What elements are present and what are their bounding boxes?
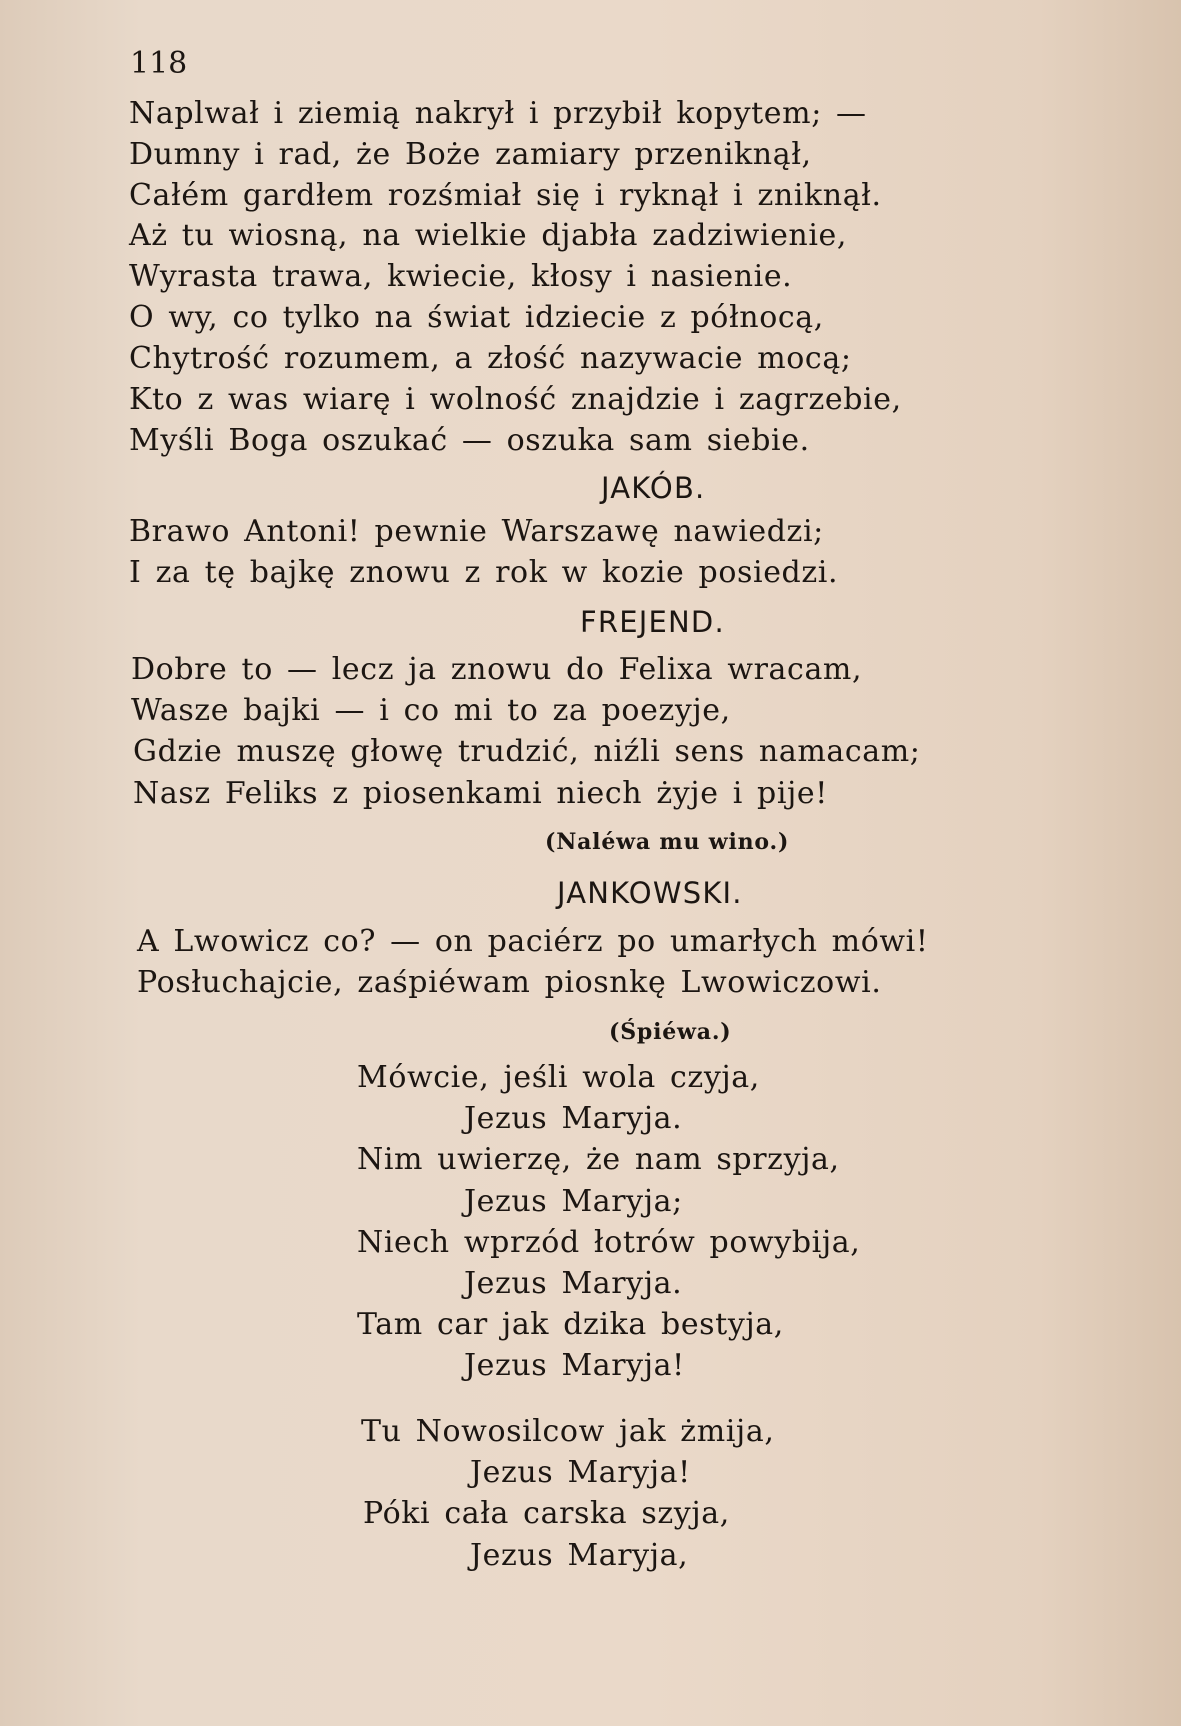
verse-line: Dumny i rad, że Boże zamiary przeniknął, <box>129 137 812 172</box>
verse-line: Dobre to — lecz ja znowu do Felixa wracam, <box>131 652 863 687</box>
verse-line: Chytrość rozumem, a złość nazywacie mocą; <box>129 341 852 376</box>
verse-line: Nasz Feliks z piosenkami niech żyje i pije! <box>133 776 828 811</box>
song-line: Mówcie, jeśli wola czyja, <box>357 1060 760 1095</box>
song-line: Niech wprzód łotrów powybija, <box>357 1225 861 1260</box>
song-refrain: Jezus Maryja. <box>464 1266 683 1301</box>
verse-line: A Lwowicz co? — on paciérz po umarłych mówi! <box>137 924 929 959</box>
song-refrain: Jezus Maryja; <box>464 1184 683 1219</box>
verse-line: Aż tu wiosną, na wielkie djabła zadziwienie, <box>129 218 848 253</box>
song-refrain: Jezus Maryja! <box>464 1348 685 1383</box>
stage-direction: (Śpiéwa.) <box>609 1019 732 1045</box>
song-refrain: Jezus Maryja. <box>464 1101 683 1136</box>
song-refrain: Jezus Maryja, <box>470 1538 689 1573</box>
song-line: Tam car jak dzika bestyja, <box>357 1307 784 1342</box>
verse-line: Myśli Boga oszukać — oszuka sam siebie. <box>129 423 810 458</box>
verse-line: Wasze bajki — i co mi to za poezyje, <box>131 693 731 728</box>
verse-line: Gdzie muszę głowę trudzić, niźli sens namacam; <box>133 734 921 769</box>
song-refrain: Jezus Maryja! <box>470 1455 691 1490</box>
verse-line: Naplwał i ziemią nakrył i przybił kopytem; — <box>129 96 867 131</box>
stage-direction: (Naléwa mu wino.) <box>545 829 790 855</box>
speaker-name: FREJEND. <box>580 605 725 639</box>
song-line: Nim uwierzę, że nam sprzyja, <box>357 1142 840 1177</box>
verse-line: Całém gardłem rozśmiał się i ryknął i zniknął. <box>129 178 882 213</box>
page-number: 118 <box>130 46 188 81</box>
verse-line: Kto z was wiarę i wolność znajdzie i zagrzebie, <box>129 382 902 417</box>
verse-line: Wyrasta trawa, kwiecie, kłosy i nasienie. <box>129 259 793 294</box>
song-line: Póki cała carska szyja, <box>363 1496 730 1531</box>
verse-line: I za tę bajkę znowu z rok w kozie posiedzi. <box>129 555 839 590</box>
speaker-name: JAKÓB. <box>601 471 706 505</box>
verse-line: O wy, co tylko na świat idziecie z północą, <box>129 300 824 335</box>
song-line: Tu Nowosilcow jak żmija, <box>361 1414 775 1449</box>
verse-line: Brawo Antoni! pewnie Warszawę nawiedzi; <box>129 514 824 549</box>
speaker-name: JANKOWSKI. <box>557 876 743 910</box>
verse-line: Posłuchajcie, zaśpiéwam piosnkę Lwowiczowi. <box>137 965 882 1000</box>
